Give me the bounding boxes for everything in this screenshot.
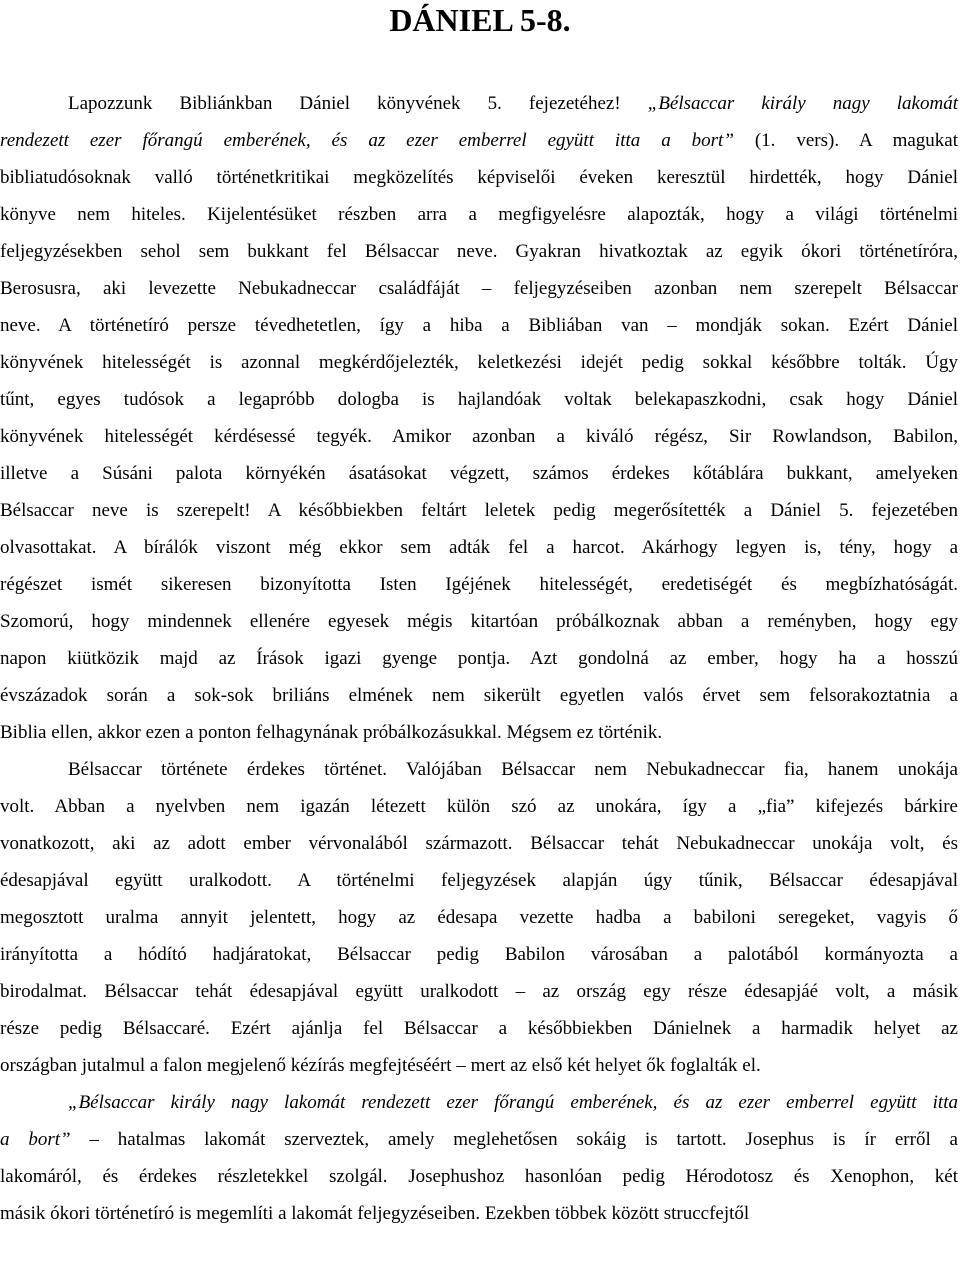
text-line <box>0 603 958 640</box>
page-title: DÁNIEL 5-8. <box>389 2 571 38</box>
text-line <box>0 1121 958 1158</box>
text-line <box>0 492 958 529</box>
text-line <box>0 751 958 788</box>
text-line <box>0 862 958 899</box>
text-line <box>0 455 958 492</box>
text-line <box>0 899 958 936</box>
text-segment: bibliatudósoknak valló történetkritikai megközelítés képviselői éveken keresztül hirdették, hogy Dániel <box>0 167 958 188</box>
text-line <box>0 85 958 122</box>
text-segment: évszázadok során a sok-sok briliáns elmének nem sikerült egyetlen valós érvet sem felsorakoztatnia a <box>0 685 958 706</box>
text-line <box>0 1195 958 1232</box>
text-line <box>0 344 958 381</box>
text-segment: lakomáról, és érdekes részletekkel szolgál. Josephushoz hasonlóan pedig Hérodotosz és Xenophon, két <box>0 1166 958 1187</box>
text-line <box>0 381 958 418</box>
text-line <box>0 270 958 307</box>
text-line <box>0 788 958 825</box>
text-line <box>0 1047 958 1084</box>
text-segment: irányította a hódító hadjáratokat, Bélsaccar pedig Babilon városában a palotából kormányozta a <box>0 944 958 965</box>
text-segment: édesapjával együtt uralkodott. A történelmi feljegyzések alapján úgy tűnik, Bélsaccar édesapjával <box>0 870 958 891</box>
paragraph <box>0 85 958 751</box>
text-segment: könyvének hitelességét kérdésessé tegyék. Amikor azonban a kiváló régész, Sir Rowlandson, Babilon, <box>0 426 958 447</box>
text-segment: része pedig Bélsaccaré. Ezért ajánlja fel Bélsaccar a későbbiekben Dánielnek a harmadik helyet az <box>0 1018 958 1039</box>
text-segment: országban jutalmul a falon megjelenő kézírás megfejtéséért – mert az első két helyet ők foglalták el. <box>0 1055 761 1076</box>
text-segment: napon kiütközik majd az Írások igazi gyenge pontja. Azt gondolná az ember, hogy ha a hosszú <box>0 648 958 669</box>
text-line <box>0 196 958 233</box>
text-segment: könyvének hitelességét is azonnal megkérdőjelezték, keletkezési idejét pedig sokkal későbbre tolták. Úgy <box>0 352 958 373</box>
paragraph <box>0 751 958 1084</box>
text-line <box>0 714 958 751</box>
text-segment: Szomorú, hogy mindennek ellenére egyesek mégis kitartóan próbálkoznak abban a reményben, hogy egy <box>0 611 958 632</box>
text-line <box>0 1084 958 1121</box>
text-segment: könyve nem hiteles. Kijelentésüket részben arra a megfigyelésre alapozták, hogy a világi történelmi <box>0 204 958 225</box>
text-segment: olvasottakat. A bírálók viszont még ekkor sem adták fel a harcot. Akárhogy legyen is, tény, hogy a <box>0 537 958 558</box>
text-segment: Bélsaccar története érdekes történet. Valójában Bélsaccar nem Nebukadneccar fia, hanem unokája <box>68 759 958 780</box>
document-body <box>0 85 958 1232</box>
italic-quote-segment: rendezett ezer főrangú emberének, és az ezer emberrel együtt itta a bort” <box>0 130 734 151</box>
text-segment: Berosusra, aki levezette Nebukadneccar családfáját – feljegyzéseiben azonban nem szerepelt Bélsaccar <box>0 278 958 299</box>
text-segment: tűnt, egyes tudósok a legapróbb dologba is hajlandóak voltak belekapaszkodni, csak hogy Dániel <box>0 389 958 410</box>
text-segment: Lapozzunk Bibliánkban Dániel könyvének 5. fejezetéhez! <box>68 93 648 114</box>
text-segment: feljegyzésekben sehol sem bukkant fel Bélsaccar neve. Gyakran hivatkoztak az egyik ókori történetíróra, <box>0 241 958 262</box>
text-line <box>0 122 958 159</box>
text-segment: illetve a Súsáni palota környékén ásatásokat végzett, számos érdekes kőtáblára bukkant, amelyeken <box>0 463 958 484</box>
text-segment: Biblia ellen, akkor ezen a ponton felhagynának próbálkozásukkal. Mégsem ez történik. <box>0 722 663 743</box>
text-line <box>0 825 958 862</box>
text-segment: Bélsaccar neve is szerepelt! A későbbiekben feltárt leletek pedig megerősítették a Dániel 5. fejezetében <box>0 500 958 521</box>
text-segment: vonatkozott, aki az adott ember vérvonalából származott. Bélsaccar tehát Nebukadneccar unokája volt, és <box>0 833 958 854</box>
text-segment: másik ókori történetíró is megemlíti a lakomát feljegyzéseiben. Ezekben többek között struccfejtől <box>0 1203 750 1224</box>
text-line <box>0 1010 958 1047</box>
text-line <box>0 418 958 455</box>
text-line <box>0 640 958 677</box>
text-segment: (1. vers). A magukat <box>733 130 959 151</box>
text-line <box>0 233 958 270</box>
italic-quote-segment: „Bélsaccar király nagy lakomát <box>647 93 958 114</box>
italic-quote-segment: „Bélsaccar király nagy lakomát rendezett ezer főrangú emberének, és az ezer emberrel együtt itta <box>68 1092 958 1113</box>
text-segment: megosztott uralma annyit jelentett, hogy az édesapa vezette hadba a babiloni seregeket, vagyis ő <box>0 907 958 928</box>
text-line <box>0 936 958 973</box>
text-segment: birodalmat. Bélsaccar tehát édesapjával együtt uralkodott – az ország egy része édesapjáé volt, a másik <box>0 981 958 1002</box>
text-segment: – hatalmas lakomát szerveztek, amely meglehetősen sokáig is tartott. Josephus is ír erről a <box>70 1129 958 1150</box>
text-segment: neve. A történetíró persze tévedhetetlen, így a hiba a Bibliában van – mondják sokan. Ezért Dániel <box>0 315 958 336</box>
text-line <box>0 307 958 344</box>
text-line <box>0 1158 958 1195</box>
text-line <box>0 566 958 603</box>
text-segment: volt. Abban a nyelvben nem igazán létezett külön szó az unokára, így a „fia” kifejezés bárkire <box>0 796 958 817</box>
text-line <box>0 973 958 1010</box>
italic-quote-segment: a bort” <box>0 1129 71 1150</box>
text-line <box>0 159 958 196</box>
paragraph <box>0 1084 958 1232</box>
text-line <box>0 529 958 566</box>
text-segment: régészet ismét sikeresen bizonyította Isten Igéjének hitelességét, eredetiségét és megbízhatóságát. <box>0 574 958 595</box>
text-line <box>0 677 958 714</box>
